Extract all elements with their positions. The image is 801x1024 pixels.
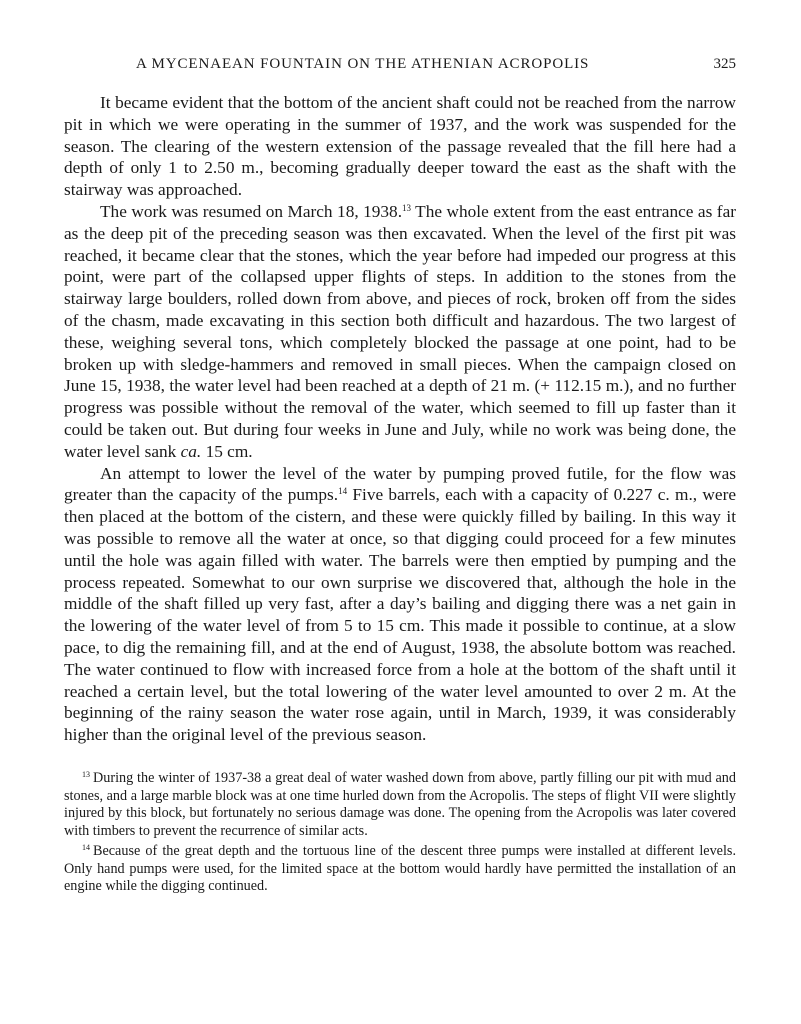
footnote-14	[64, 843, 736, 896]
paragraph-1	[64, 92, 736, 201]
paragraph-text: The work was resumed on March 18, 1938.	[100, 201, 403, 221]
running-title: A MYCENAEAN FOUNTAIN ON THE ATHENIAN ACROPOLIS	[136, 56, 590, 72]
page-number: 325	[713, 56, 736, 72]
footnote-text: During the winter of 1937-38 a great deal of water washed down from above, partly filling our pit with mud and stones, and a large marble block was at one time hurled down from the Acropolis. The steps of flight VII were slightly injured by this block, but fortunately no serious damage was done. The opening from the Acropolis was later covered with timbers to prevent the recurrence of similar acts.	[64, 769, 736, 839]
footnote-number: 14	[82, 843, 90, 853]
paragraph-text: The whole extent from the east entrance as far as the deep pit of the preceding season was then excavated. When the level of the first pit was reached, it became clear that the stones, which the year before had impeded our progress at this point, were part of the collapsed upper flights of steps. In addition to the stones from the stairway large boulders, rolled down from above, and pieces of rock, broken off from the sides of the chasm, made excavating in this section both difficult and hazardous. The two largest of these, weighing several tons, which completely blocked the passage at one point, had to be broken up with sledge-hammers and removed in small pieces. When the campaign closed on June 15, 1938, the water level had been reached at a depth of 21 m. (+ 112.15 m.), and no further progress was possible without the removal of the water, which seemed to fill up faster than it could be taken out. But during four weeks in June and July, while no work was being done, the water level sank	[64, 201, 736, 461]
paragraph-text: An attempt to lower the level of the water by pumping proved futile, for the flow was greater than the capacity of the pumps.	[64, 463, 736, 505]
body-text	[64, 92, 736, 746]
paragraph-text: 15 cm.	[201, 441, 253, 461]
footnote-ref-14[interactable]: 14	[338, 486, 348, 497]
paragraph-text: It became evident that the bottom of the ancient shaft could not be reached from the narrow pit in which we were operating in the summer of 1937, and the work was suspended for the season. The clearing of the western extension of the passage revealed that the fill here had a depth of only 1 to 2.50 m., becoming gradually deeper toward the east as the shaft with the stairway was approached.	[64, 93, 736, 200]
italic-abbrev: ca.	[180, 441, 202, 461]
paragraph-text: Five barrels, each with a capacity of 0.227 c. m., were then placed at the bottom of the cistern, and these were quickly filled by bailing. In this way it was possible to remove all the water at once, so that digging could proceed for a few minutes until the hole was again filled with water. The barrels were then emptied by pumping and the process repeated. Somewhat to our own surprise we discovered that, although the hole in the middle of the shaft filled up very fast, after a day’s bailing and digging there was a net gain in the lowering of the water level of from 5 to 15 cm. This made it possible to continue, at a slow pace, to dig the remaining fill, and at the end of August, 1938, the absolute bottom was reached. The water continued to flow with increased force from a hole at the bottom of the shaft until it reached a certain level, but the total lowering of the water level amounted to over 2 m. At the beginning of the rainy season the water rose again, until in March, 1939, it was considerably higher than the original level of the previous season.	[64, 485, 736, 745]
footnote-text: Because of the great depth and the tortuous line of the descent three pumps were installed at different levels. Only hand pumps were used, for the limited space at the bottom would hardly have permitted the installation of an engine while the digging continued.	[64, 843, 736, 895]
footnote-ref-13[interactable]: 13	[402, 202, 412, 213]
footnote-13	[64, 770, 736, 840]
running-head	[64, 56, 736, 78]
footnote-number: 13	[82, 769, 90, 779]
paragraph-2	[64, 201, 736, 463]
page	[64, 56, 736, 899]
footnotes	[64, 770, 736, 896]
paragraph-3	[64, 463, 736, 746]
